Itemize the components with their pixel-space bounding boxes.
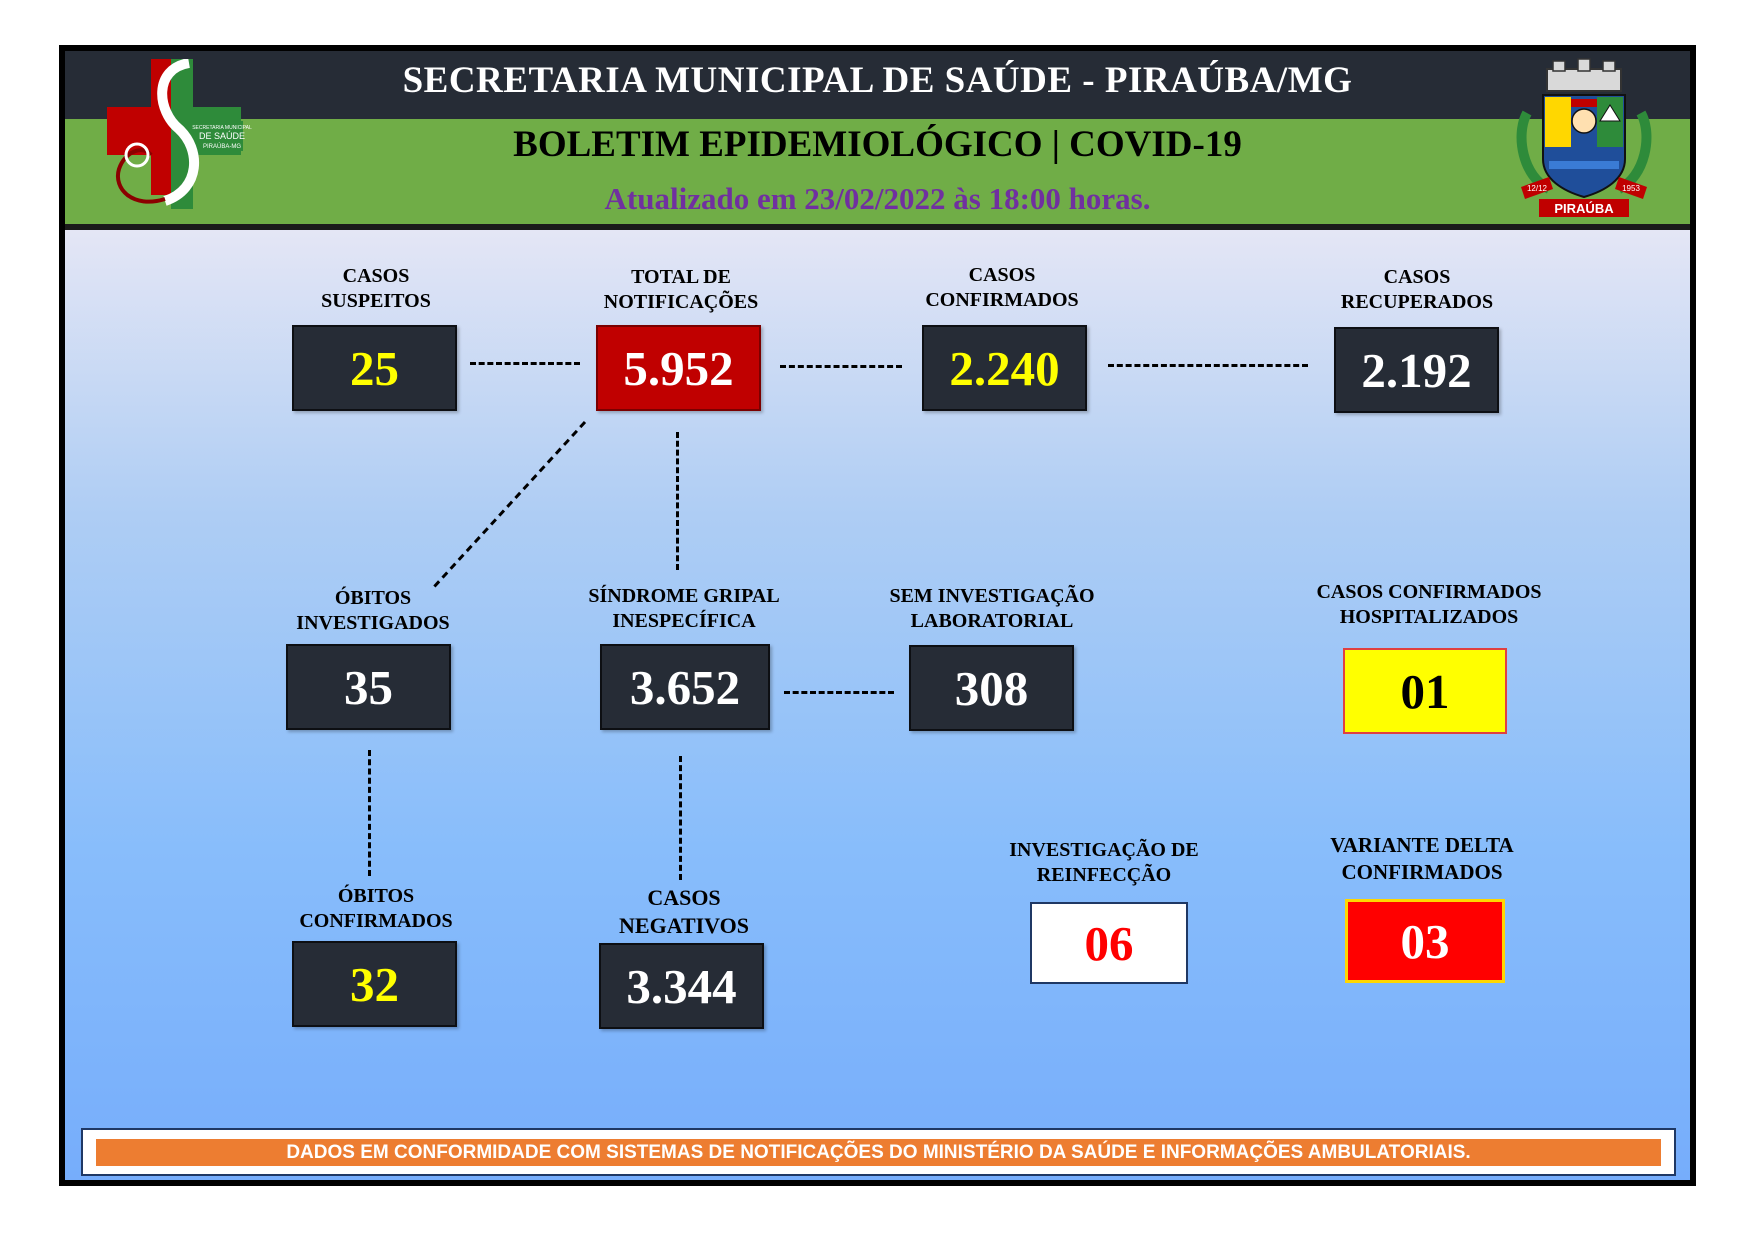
label-casos-negativos: [554, 884, 814, 940]
footer-banner: [81, 1128, 1676, 1176]
value-text: 06: [1084, 915, 1134, 971]
value-text: 32: [350, 956, 399, 1012]
logo-text-line2: DE SAÚDE: [198, 131, 246, 141]
value-text: 2.240: [949, 340, 1060, 396]
label-variante-delta: [1292, 832, 1552, 886]
label-line: RECUPERADOS: [1340, 291, 1494, 313]
city-coat-of-arms: [1509, 55, 1659, 220]
value-text: 308: [954, 660, 1029, 716]
label-line: INVESTIGAÇÃO DE: [1009, 839, 1199, 861]
label-line: CASOS: [342, 265, 410, 287]
page-title: SECRETARIA MUNICIPAL DE SAÚDE - PIRAÚBA/MG: [402, 60, 1353, 101]
value-obitos-confirmados: [292, 941, 457, 1027]
label-obitos-confirmados: [246, 884, 506, 934]
label-line: CASOS: [1383, 266, 1451, 288]
label-line: ÓBITOS: [337, 885, 415, 907]
label-line: INVESTIGADOS: [296, 612, 450, 634]
connector-total-sindrome: [676, 432, 679, 570]
label-line: NOTIFICAÇÕES: [603, 291, 759, 313]
connector-sindrome-negativos: [679, 756, 682, 880]
connector-obitos-investigados-confirmados: [368, 750, 371, 876]
label-total-notificacoes: [551, 265, 811, 315]
label-casos-suspeitos: [246, 264, 506, 314]
label-line: SUSPEITOS: [321, 290, 431, 312]
label-line: NEGATIVOS: [619, 913, 749, 938]
value-text: 3.344: [626, 958, 737, 1014]
value-variante-delta: [1345, 899, 1505, 983]
label-line: LABORATORIAL: [910, 610, 1074, 632]
label-line: INESPECÍFICA: [612, 610, 756, 632]
label-line: CONFIRMADOS: [1341, 860, 1503, 884]
footer-text: DADOS EM CONFORMIDADE COM SISTEMAS DE NOTIFICAÇÕES DO MINISTÉRIO DA SAÚDE E INFORMAÇÕES AMBULATORIAIS.: [96, 1139, 1661, 1166]
value-hospitalizados: [1343, 648, 1507, 734]
label-line: SÍNDROME GRIPAL: [588, 585, 780, 607]
coat-of-arms-icon: [1509, 55, 1659, 220]
bulletin-subtitle: BOLETIM EPIDEMIOLÓGICO | COVID-19: [513, 124, 1242, 165]
label-reinfeccao: [974, 838, 1234, 888]
updated-timestamp: Atualizado em 23/02/2022 às 18:00 horas.: [604, 181, 1151, 216]
label-line: HOSPITALIZADOS: [1339, 606, 1519, 628]
value-sem-investigacao: [909, 645, 1074, 731]
value-casos-confirmados: [922, 325, 1087, 411]
health-secretariat-logo: [93, 59, 253, 214]
connector-total-confirmados: [780, 365, 902, 368]
label-line: CONFIRMADOS: [299, 910, 453, 932]
label-line: CASOS: [968, 264, 1036, 286]
logo-text-line1: SECRETARIA MUNICIPAL: [192, 125, 252, 131]
coat-date-right: 1953: [1622, 184, 1640, 193]
value-text: 25: [350, 340, 399, 396]
connector-total-obitos: [430, 420, 590, 592]
value-sindrome-gripal: [600, 644, 770, 730]
label-sindrome-gripal: [554, 584, 814, 634]
label-line: CASOS: [647, 885, 721, 910]
value-text: 35: [344, 659, 393, 715]
label-line: VARIANTE DELTA: [1330, 833, 1514, 857]
label-casos-recuperados: [1287, 265, 1547, 315]
value-obitos-investigados: [286, 644, 451, 730]
label-obitos-investigados: [243, 586, 503, 636]
label-sem-investigacao: [862, 584, 1122, 634]
value-total-notificacoes: [596, 325, 761, 411]
label-casos-confirmados: [872, 263, 1132, 313]
label-hospitalizados: [1289, 580, 1569, 630]
value-casos-negativos: [599, 943, 764, 1029]
value-text: 5.952: [623, 340, 734, 396]
value-text: 03: [1400, 913, 1450, 969]
coat-date-left: 12/12: [1526, 184, 1548, 193]
value-reinfeccao: [1030, 902, 1188, 984]
health-logo-icon: [93, 59, 253, 214]
value-casos-suspeitos: [292, 325, 457, 411]
coat-city-name: PIRAÚBA: [1554, 201, 1614, 216]
connector-sindrome-seminvestigacao: [784, 691, 894, 694]
value-text: 01: [1400, 663, 1450, 719]
value-text: 3.652: [629, 659, 741, 715]
connector-confirmados-recuperados: [1108, 364, 1308, 367]
label-line: REINFECÇÃO: [1036, 864, 1172, 886]
logo-text-line3: PIRAÚBA-MG: [202, 144, 242, 150]
label-line: CASOS CONFIRMADOS: [1316, 581, 1542, 603]
label-line: ÓBITOS: [334, 587, 412, 609]
label-line: CONFIRMADOS: [925, 289, 1079, 311]
connector-suspeitos-total: [470, 362, 580, 365]
label-line: TOTAL DE: [631, 266, 731, 288]
value-text: 2.192: [1361, 342, 1472, 398]
label-line: SEM INVESTIGAÇÃO: [889, 585, 1095, 607]
value-casos-recuperados: [1334, 327, 1499, 413]
